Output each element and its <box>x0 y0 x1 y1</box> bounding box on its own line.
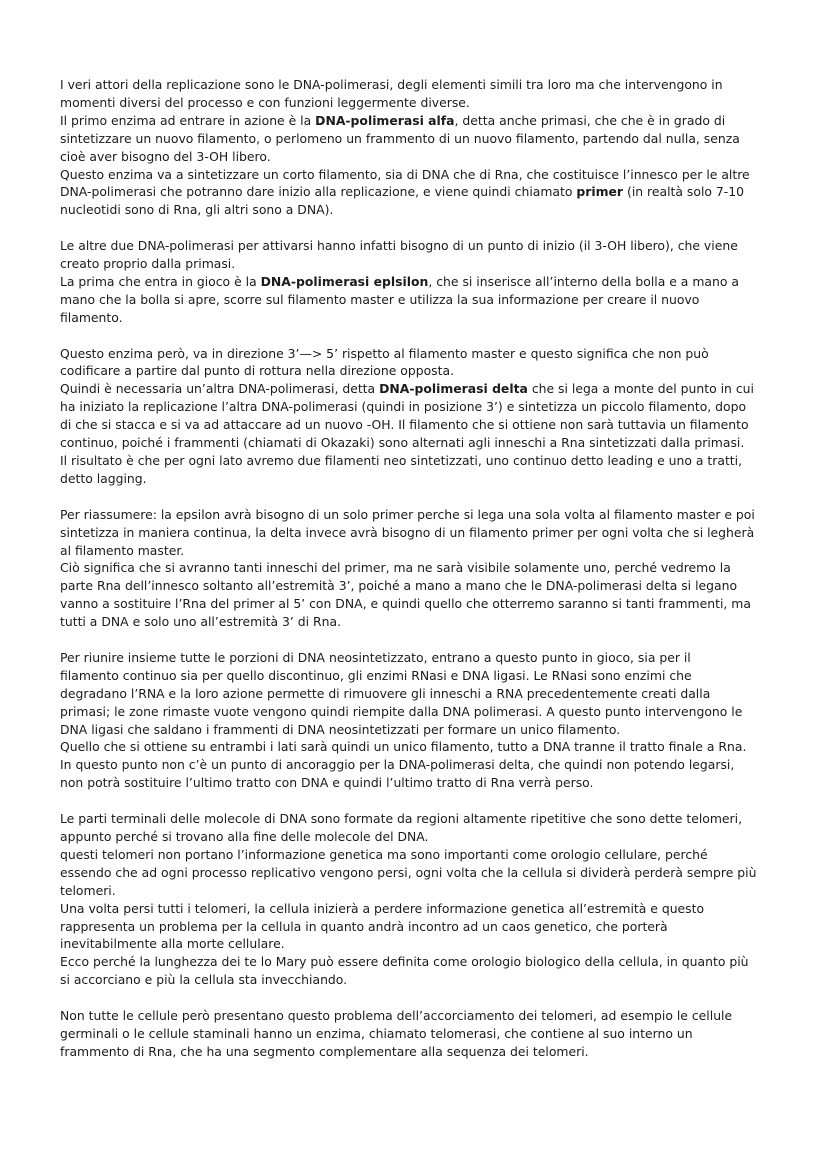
text-line <box>60 362 760 380</box>
text-segment: DNA ligasi che saldano i frammenti di DNA neosintetizzati per formare un unico filamento. <box>60 721 621 737</box>
text-segment: Quindi è necessaria un’altra DNA-polimerasi, detta <box>60 381 380 397</box>
text-segment: Ecco perché la lunghezza dei te lo Mary può essere definita come orologio biologico della cellula, in quanto più <box>60 954 749 970</box>
text-segment: ha iniziato la replicazione l’altra DNA-polimerasi (quindi in posizione 3’) e sintetizza un piccolo filamento, dopo <box>60 399 747 415</box>
text-segment: filamento continuo sia per quello discontinuo, gli enzimi RNasi e DNA ligasi. Le RNasi sono enzimi che <box>60 667 692 683</box>
text-line <box>60 864 760 882</box>
text-segment: Quello che si ottiene su entrambi i lati sarà quindi un unico filamento, tutto a DNA tranne il tratto finale a Rna. <box>60 739 747 755</box>
text-line <box>60 183 760 201</box>
text-line <box>60 721 760 739</box>
bold-term: DNA-polimerasi delta <box>379 381 528 397</box>
text-line <box>60 559 760 577</box>
text-segment: mano che la bolla si apre, scorre sul filamento master e utilizza la sua informazione per creare il nuovo <box>60 291 700 307</box>
text-line <box>60 774 760 792</box>
text-segment: La prima che entra in gioco è la <box>60 273 261 289</box>
text-line <box>60 667 760 685</box>
text-line <box>60 291 760 309</box>
text-line <box>60 148 760 166</box>
text-line <box>60 309 760 327</box>
paragraph <box>60 506 760 631</box>
text-segment: Il risultato è che per ogni lato avremo due filamenti neo sintetizzati, uno continuo detto leading e uno a tratti, <box>60 453 743 468</box>
text-line <box>60 703 760 721</box>
text-line <box>60 470 760 488</box>
bold-term: DNA-polimerasi eplsilon <box>260 273 429 289</box>
text-line <box>60 577 760 595</box>
paragraph <box>60 237 760 327</box>
text-line <box>60 685 760 703</box>
text-segment: Per riassumere: la epsilon avrà bisogno di un solo primer perche si lega una sola volta al filamento master e poi <box>60 506 755 522</box>
text-line <box>60 273 760 291</box>
text-line <box>60 201 760 219</box>
text-segment: , che si inserisce all’interno della bolla e a mano a <box>428 273 739 289</box>
text-segment: Per riunire insieme tutte le porzioni di DNA neosintetizzato, entrano a questo punto in gioco, sia per il <box>60 649 691 665</box>
text-segment: che si lega a monte del punto in cui <box>527 381 754 397</box>
text-line <box>60 810 760 828</box>
text-segment: nucleotidi sono di Rna, gli altri sono a DNA). <box>60 202 334 218</box>
text-line <box>60 255 760 273</box>
bold-term: DNA-polimerasi alfa <box>315 112 455 128</box>
text-line <box>60 524 760 542</box>
text-segment: Non tutte le cellule però presentano questo problema dell’accorciamento dei telomeri, ad esempio le cellule <box>60 1008 733 1024</box>
text-line <box>60 649 760 667</box>
text-segment: codificare a partire dal punto di rottura nella direzione opposta. <box>60 363 455 379</box>
text-line <box>60 900 760 918</box>
text-segment: Questo enzima va a sintetizzare un corto filamento, sia di DNA che di Rna, che costituisce l’innesco per le altre <box>60 166 750 182</box>
text-line <box>60 166 760 184</box>
text-line <box>60 76 760 94</box>
text-line <box>60 398 760 416</box>
text-line <box>60 434 760 452</box>
text-line <box>60 1007 760 1025</box>
text-segment: I veri attori della replicazione sono le DNA-polimerasi, degli elementi simili tra loro ma che intervengono in <box>60 77 723 92</box>
paragraph <box>60 810 760 989</box>
text-segment: si accorciano e più la cellula sta invecchiando. <box>60 972 348 988</box>
text-segment: rappresenta un problema per la cellula in quanto andrà incontro ad un caos genetico, che porterà <box>60 918 668 934</box>
text-segment: Il primo enzima ad entrare in azione è la <box>60 112 316 128</box>
text-line <box>60 953 760 971</box>
text-segment: al filamento master. <box>60 542 185 558</box>
text-line <box>60 971 760 989</box>
text-segment: essendo che ad ogni processo replicativo vengono persi, ogni volta che la cellula si dividerà perderà sempre più <box>60 864 757 880</box>
text-line <box>60 828 760 846</box>
text-segment: non potrà sostituire l’ultimo tratto con DNA e quindi l’ultimo tratto di Rna verrà perso. <box>60 775 594 791</box>
text-segment: Questo enzima però, va in direzione 3’—> 5’ rispetto al filamento master e questo significa che non può <box>60 345 709 361</box>
text-segment: degradano l’RNA e la loro azione permette di rimuovere gli inneschi a RNA precedentemente creati dalla <box>60 685 711 701</box>
text-segment: primasi; le zone rimaste vuote vengono quindi riempite dalla DNA polimerasi. A questo punto intervengono le <box>60 703 743 719</box>
text-segment: questi telomeri non portano l’informazione genetica ma sono importanti come orologio cellulare, perché <box>60 846 708 862</box>
text-segment: continuo, poiché i frammenti (chiamati di Okazaki) sono alternati agli inneschi a Rna sintetizzati dalla primasi. <box>60 435 745 451</box>
paragraph <box>60 649 760 792</box>
text-line <box>60 1043 760 1061</box>
document-page <box>60 76 760 1079</box>
text-segment: vanno a sostituire l’Rna del primer al 5’ con DNA, e quindi quello che otterremo saranno si tanti frammenti, ma <box>60 596 751 612</box>
text-line <box>60 237 760 255</box>
text-segment: detto lagging. <box>60 470 147 486</box>
text-segment: Le parti terminali delle molecole di DNA sono formate da regioni altamente ripetitive che sono dette telomeri, <box>60 811 743 827</box>
text-line <box>60 882 760 900</box>
text-segment: filamento. <box>60 309 123 325</box>
text-line <box>60 506 760 524</box>
text-segment: germinali o le cellule staminali hanno un enzima, chiamato telomerasi, che contiene al suo interno un <box>60 1025 693 1041</box>
text-line <box>60 738 760 756</box>
text-line <box>60 94 760 112</box>
text-line <box>60 613 760 631</box>
bold-term: primer <box>576 184 624 200</box>
text-line <box>60 595 760 613</box>
text-segment: tutti a DNA e solo uno all’estremità 3’ di Rna. <box>60 614 342 630</box>
paragraph <box>60 345 760 488</box>
paragraph <box>60 76 760 219</box>
text-segment: Ciò significa che si avranno tanti inneschi del primer, ma ne sarà visibile solamente uno, perché vedremo la <box>60 560 731 576</box>
text-segment: appunto perché si trovano alla fine delle molecole del DNA. <box>60 828 429 844</box>
text-segment: In questo punto non c’è un punto di ancoraggio per la DNA-polimerasi delta, che quindi non potendo legarsi, <box>60 757 735 773</box>
text-segment: di che si stacca e si va ad attaccare ad un nuovo -OH. Il filamento che si ottiene non sarà tuttavia un filamento <box>60 417 749 433</box>
text-line <box>60 846 760 864</box>
text-segment: momenti diversi del processo e con funzioni leggermente diverse. <box>60 94 470 110</box>
text-segment: sintetizza in maniera continua, la delta invece avrà bisogno di un filamento primer per ogni volta che si legherà <box>60 524 755 540</box>
text-segment: , detta anche primasi, che che è in grado di <box>454 112 726 128</box>
text-line <box>60 1025 760 1043</box>
text-line <box>60 345 760 363</box>
text-segment: creato proprio dalla primasi. <box>60 256 236 272</box>
text-line <box>60 380 760 398</box>
text-line <box>60 452 760 470</box>
text-segment: Una volta persi tutti i telomeri, la cellula inizierà a perdere informazione genetica all’estremità e questo <box>60 900 705 916</box>
text-line <box>60 542 760 560</box>
text-segment: inevitabilmente alla morte cellulare. <box>60 936 285 952</box>
text-line <box>60 112 760 130</box>
text-segment: frammento di Rna, che ha una segmento complementare alla sequenza dei telomeri. <box>60 1043 589 1059</box>
text-line <box>60 130 760 148</box>
text-line <box>60 416 760 434</box>
paragraph <box>60 1007 760 1061</box>
text-segment: sintetizzare un nuovo filamento, o perlomeno un frammento di un nuovo filamento, partendo dal nulla, senza <box>60 130 740 146</box>
text-segment: telomeri. <box>60 882 116 898</box>
text-segment: cioè aver bisogno del 3-OH libero. <box>60 148 271 164</box>
text-segment: Le altre due DNA-polimerasi per attivarsi hanno infatti bisogno di un punto di inizio (il 3-OH libero), che viene <box>60 238 738 254</box>
text-line <box>60 756 760 774</box>
text-segment: parte Rna dell’innesco soltanto all’estremità 3’, poiché a mano a mano che le DNA-polimerasi delta si legano <box>60 578 738 594</box>
text-line <box>60 918 760 936</box>
text-segment: (in realtà solo 7-10 <box>623 184 745 200</box>
text-line <box>60 935 760 953</box>
text-segment: DNA-polimerasi che potranno dare inizio alla replicazione, e viene quindi chiamato <box>60 184 577 200</box>
